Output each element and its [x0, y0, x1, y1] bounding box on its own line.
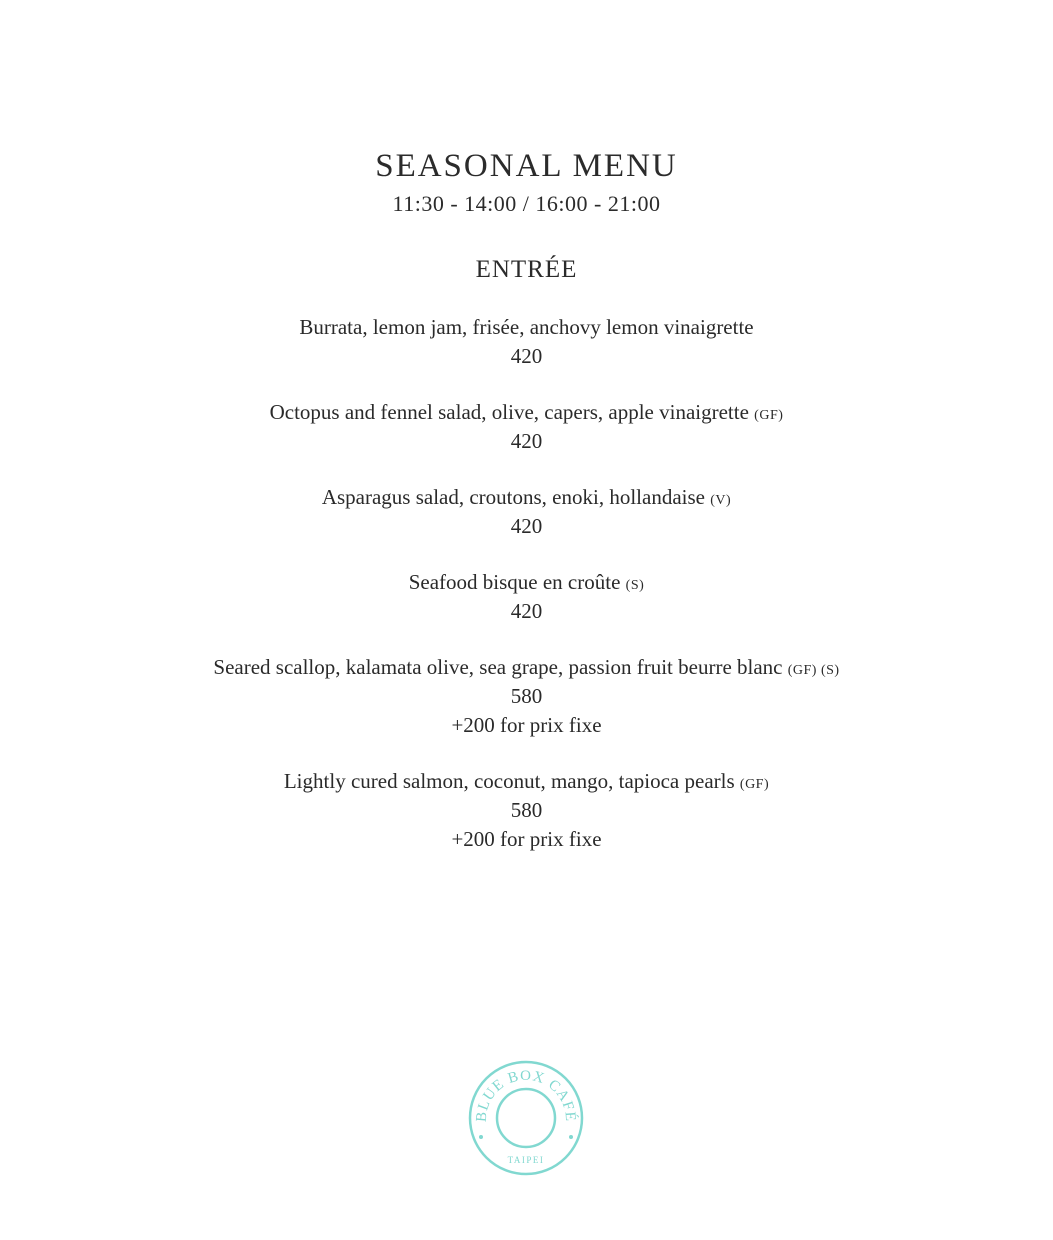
item-name: Seared scallop, kalamata olive, sea grape, passion fruit beurre blanc: [213, 655, 783, 679]
seal-dot-left: [479, 1135, 483, 1139]
item-note: +200 for prix fixe: [451, 827, 602, 851]
item-tags: (GF): [754, 408, 784, 423]
seal-top-text: BLUE BOX CAFÉ: [473, 1068, 579, 1123]
item-tags: (S): [625, 578, 645, 593]
menu-item: [0, 313, 1053, 371]
menu-item: [0, 398, 1053, 456]
item-price: 420: [510, 429, 543, 453]
item-name: Lightly cured salmon, coconut, mango, tapioca pearls: [283, 769, 735, 793]
item-note: +200 for prix fixe: [451, 713, 602, 737]
seal-dot-right: [569, 1135, 573, 1139]
blue-box-cafe-seal-icon: [467, 1059, 585, 1177]
item-price: 420: [510, 344, 543, 368]
menu-item: [0, 653, 1053, 740]
item-price: 580: [510, 684, 543, 708]
item-price: 580: [510, 798, 543, 822]
item-name: Seafood bisque en croûte: [408, 570, 621, 594]
seal-bottom-text: TAIPEI: [507, 1155, 545, 1165]
item-price: 420: [510, 514, 543, 538]
seal-inner-ring: [497, 1089, 555, 1147]
menu-item: [0, 767, 1053, 854]
item-tags: (GF): [739, 777, 770, 792]
item-name: Octopus and fennel salad, olive, capers, apple vinaigrette: [269, 400, 749, 424]
menu-items: [0, 313, 1053, 881]
item-price: 420: [510, 599, 543, 623]
item-tags: (V): [710, 493, 732, 508]
item-name: Asparagus salad, croutons, enoki, hollandaise: [321, 485, 705, 509]
menu-item: [0, 483, 1053, 541]
menu-title: SEASONAL MENU: [375, 148, 678, 184]
section-title-entree: ENTRÉE: [475, 256, 578, 283]
menu-item: [0, 568, 1053, 626]
item-tags: (GF) (S): [787, 663, 840, 678]
item-name: Burrata, lemon jam, frisée, anchovy lemon vinaigrette: [299, 315, 754, 339]
opening-hours: 11:30 - 14:00 / 16:00 - 21:00: [392, 191, 661, 216]
